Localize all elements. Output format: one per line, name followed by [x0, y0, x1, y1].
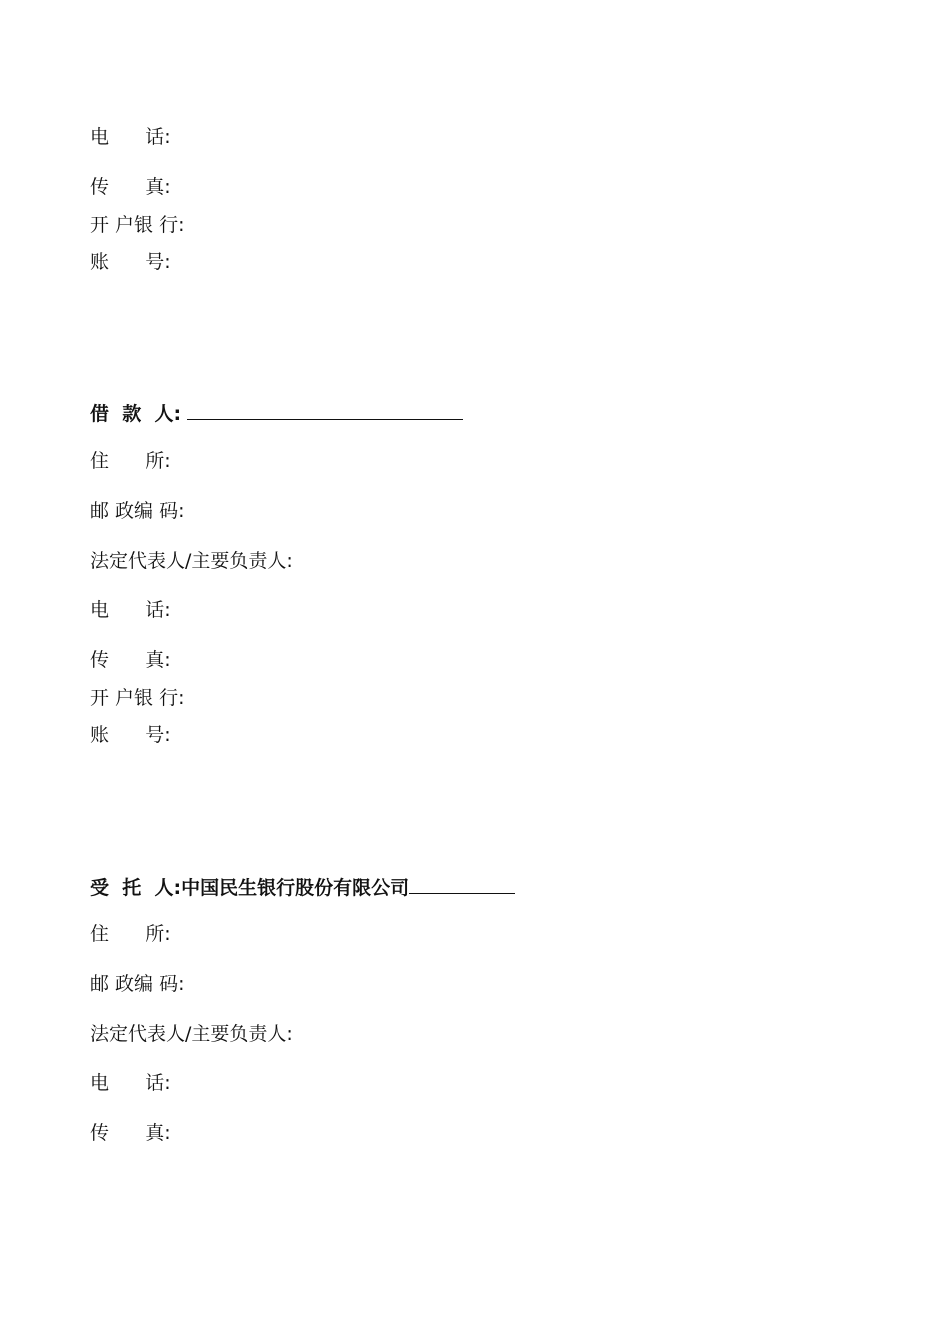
top-fax-label: 传 真:	[90, 176, 171, 198]
trustee-name: 中国民生银行股份有限公司	[181, 877, 410, 899]
trustee-rep-label: 法定代表人/主要负责人:	[90, 1023, 293, 1045]
borrower-postal-label: 邮 政编 码:	[90, 500, 185, 522]
borrower-fax-label: 传 真:	[90, 649, 171, 671]
borrower-bank-label: 开 户银 行:	[90, 687, 185, 709]
borrower-rep-label: 法定代表人/主要负责人:	[90, 550, 293, 572]
trustee-postal-label: 邮 政编 码:	[90, 973, 185, 995]
trustee-fax-label: 传 真:	[90, 1122, 171, 1144]
top-account-label: 账 号:	[90, 251, 171, 273]
top-bank-label: 开 户银 行:	[90, 214, 185, 236]
top-phone-label: 电 话:	[90, 126, 171, 148]
trustee-address-label: 住 所:	[90, 923, 171, 945]
borrower-account-label: 账 号:	[90, 724, 171, 746]
borrower-name-blank[interactable]	[187, 399, 463, 420]
borrower-address-label: 住 所:	[90, 450, 171, 472]
borrower-heading: 借 款 人:	[90, 403, 182, 425]
borrower-heading-row	[90, 399, 463, 426]
trustee-phone-label: 电 话:	[90, 1072, 171, 1094]
trustee-heading: 受 托 人:	[90, 877, 182, 899]
borrower-phone-label: 电 话:	[90, 599, 171, 621]
trustee-name-blank[interactable]	[409, 873, 515, 894]
trustee-heading-row	[90, 873, 515, 900]
